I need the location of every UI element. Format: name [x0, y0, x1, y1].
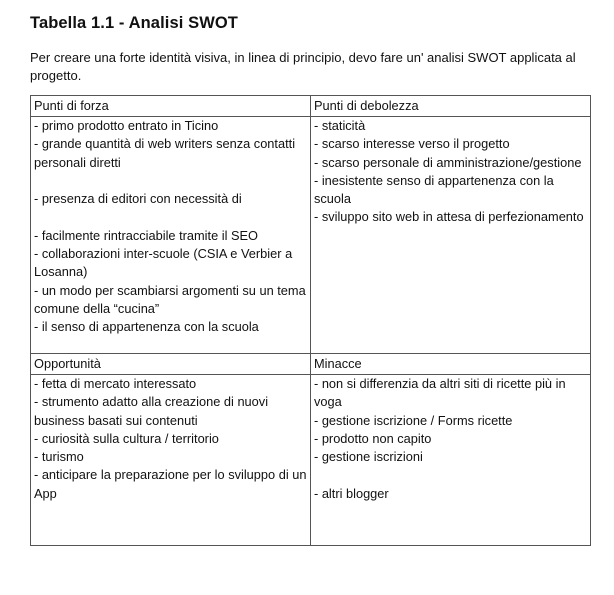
list-item: - scarso personale di amministrazione/gestione: [314, 154, 582, 170]
list-item: - il senso di appartenenza con la scuola: [34, 319, 259, 335]
list-item: - turismo: [34, 449, 84, 465]
swot-table: [30, 95, 591, 546]
list-item: - primo prodotto entrato in Ticino: [34, 118, 219, 133]
blank-line: [314, 466, 587, 484]
list-item: - prodotto non capito: [314, 430, 432, 446]
list-item: - scarso interesse verso il progetto: [314, 136, 510, 152]
table-row: [31, 375, 591, 546]
weaknesses-header: Punti di debolezza: [311, 96, 591, 117]
table-row: [31, 96, 591, 117]
list-item: - curiosità sulla cultura / territorio: [34, 430, 219, 446]
list-item: - facilmente rintracciabile tramite il SEO: [34, 227, 259, 243]
list-item: - strumento adatto alla creazione di nuovi business basati sui contenuti: [34, 394, 269, 428]
blank-line: [34, 208, 307, 226]
threats-header: Minacce: [311, 354, 591, 375]
intro-paragraph: Per creare una forte identità visiva, in linea di principio, devo fare un' analisi SWOT applicata al progetto.: [30, 50, 576, 83]
strengths-cell: [31, 117, 311, 354]
list-item: - inesistente senso di appartenenza con la scuola: [314, 172, 554, 207]
threats-cell: [311, 375, 591, 546]
opportunities-header: Opportunità: [31, 354, 311, 375]
blank-line: [34, 172, 307, 190]
list-item: - gestione iscrizione / Forms ricette: [314, 412, 513, 428]
list-item: - fetta di mercato interessato: [34, 376, 197, 391]
page-title: Tabella 1.1 - Analisi SWOT: [30, 14, 238, 32]
list-item: - collaborazioni inter-scuole (CSIA e Verbier a Losanna): [34, 246, 293, 280]
list-item: - non si differenzia da altri siti di ricette più in voga: [314, 376, 566, 410]
list-item: - grande quantità di web writers senza contatti personali diretti: [34, 136, 296, 170]
table-row: [31, 117, 591, 354]
table-row: [31, 354, 591, 375]
list-item: - anticipare la preparazione per lo sviluppo di un App: [34, 467, 307, 501]
list-item: - sviluppo sito web in attesa di perfezionamento: [314, 209, 584, 225]
list-item: - un modo per scambiarsi argomenti su un tema comune della “cucina”: [34, 282, 306, 316]
weaknesses-cell: [311, 117, 591, 354]
strengths-header: Punti di forza: [31, 96, 311, 117]
list-item: - presenza di editori con necessità di: [34, 191, 242, 207]
opportunities-cell: [31, 375, 311, 546]
list-item: - altri blogger: [314, 485, 389, 501]
list-item: - gestione iscrizioni: [314, 449, 423, 465]
list-item: - staticità: [314, 118, 366, 133]
